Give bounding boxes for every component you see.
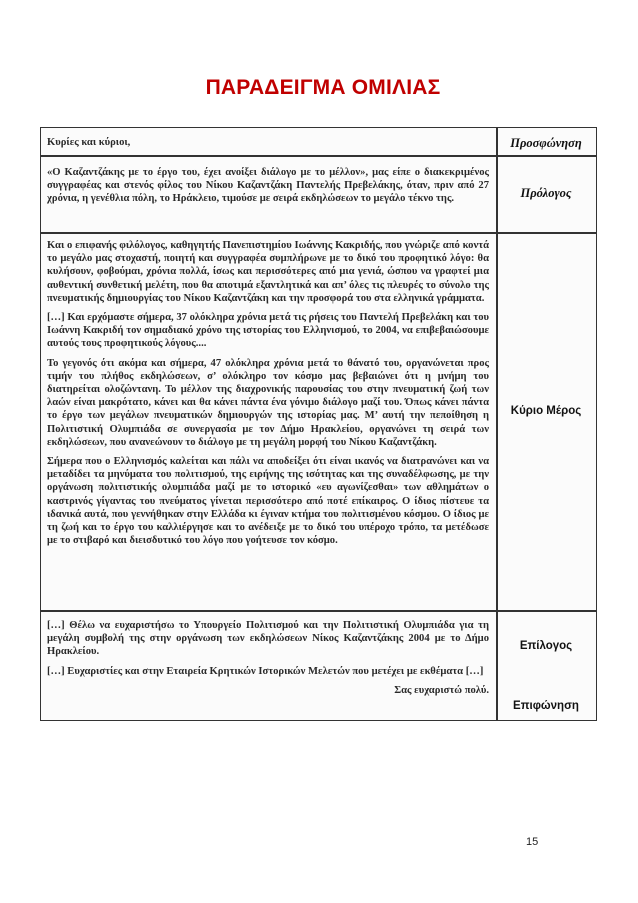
page-title: ΠΑΡΑΔΕΙΓΜΑ ΟΜΙΛΙΑΣ bbox=[205, 76, 441, 99]
main-paragraph: […] Και ερχόμαστε σήμερα, 37 ολόκληρα χρόνια μετά τις ρήσεις του Παντελή Πρεβελάκη και του Ιωάννη Κακριδή τον σημαδιακό χρόνο της ιστορίας του Ελληνισμού, το 2004, να επιβεβαιώσουμε αυτούς τους προφητικούς λόγους.... bbox=[47, 312, 489, 350]
column-divider bbox=[496, 127, 498, 721]
row-divider bbox=[40, 610, 597, 612]
main-paragraph: Και ο επιφανής φιλόλογος, καθηγητής Πανεπιστημίου Ιωάννης Κακριδής, που γνώριζε από κοντά το μεγάλο μας στοχαστή, ποιητή και συγγραφέα συμπλήρωνε με το δικό του προφητικό λόγο: θα κυλήσουν, φοβούμαι, χρόνια πολλά, ίσως και περισσότερες από μια γενιά, ώσπου να γραφτεί μια αυθεντική συνθετική μελέτη, που θα αποτιμά εξαντλητικά και απ’ όλες τις πλευρές το σύνολο της πνευματικής δημιουργίας του Νίκου Καζαντζάκη και την προσφορά του στα ελληνικά γράμματα. bbox=[47, 240, 489, 304]
greeting-label: Προσφώνηση bbox=[510, 136, 582, 150]
prologue-text: «Ο Καζαντζάκης με το έργο του, έχει ανοίξει διάλογο με το μέλλον», μας είπε ο διακεκριμένος συγγραφέας και στενός φίλος του Νίκου Καζαντζάκη Παντελής Πρεβελάκης, όταν, πριν από 27 χρόνια, η γενέθλια πόλη, το Ηράκλειο, τιμούσε με σειρά εκδηλώσεων το μεγάλο τέκνο της. bbox=[47, 167, 489, 205]
closing-text: […] Ευχαριστίες και στην Εταιρεία Κρητικών Ιστορικών Μελετών που μετέχει με εκθέματα […] bbox=[47, 665, 484, 677]
closing-label: Επιφώνηση bbox=[513, 700, 579, 712]
main-body bbox=[47, 239, 489, 547]
page-number: 15 bbox=[526, 836, 539, 848]
prologue-label: Πρόλογος bbox=[520, 186, 572, 200]
main-label: Κύριο Μέρος bbox=[510, 405, 582, 417]
greeting-text: Κυρίες και κύριοι, bbox=[47, 137, 131, 148]
main-paragraph: Το γεγονός ότι ακόμα και σήμερα, 47 ολόκληρα χρόνια μετά το θάνατό του, οργανώνεται προς τιμήν του πλήθος εκδηλώσεων, σ’ ολόκληρο τον κόσμο μας βεβαιώνει ότι η μνήμη του διατηρείται ολοζώντανη. Το μέλλον της διαχρονικής παρουσίας του στην πνευματική ζωή των λαών είναι μακρότατο, κάνει και θα κάνει πάντα ένα γόνιμο διάλογο μαζί του. Όπως κάνει πάντα το έργο των μεγάλων πνευματικών δημιουργών της ιστορίας μας. Μ’ αυτή την πεποίθηση η Πολιτιστική Ολυμπιάδα σε συνεργασία με τον Δήμο Ηρακλείου, οργανώνει τη σειρά των εκδηλώσεων, που ανανεώνουν το διάλογο με τη μεγάλη μορφή του Νίκου Καζαντζάκη. bbox=[47, 357, 489, 448]
epilogue-text: […] Θέλω να ευχαριστήσω το Υπουργείο Πολιτισμού και την Πολιτιστική Ολυμπιάδα για τη μεγάλη συμβολή της στην οργάνωση των εκδηλώσεων Νίκος Καζαντζάκης 2004 με το Δήμο Ηρακλείου. bbox=[47, 620, 489, 658]
row-divider bbox=[40, 155, 597, 157]
closing-sign: Σας ευχαριστώ πολύ. bbox=[394, 684, 489, 696]
row-divider bbox=[40, 232, 597, 234]
main-paragraph: Σήμερα που ο Ελληνισμός καλείται και πάλι να αποδείξει ότι είναι ικανός να διατρανώνει και να μεταδίδει τα μηνύματα του πολιτισμού, της ειρήνης της ισότητας και της συναδέλφωσης, με την οργάνωση πολιτιστικής ολυμπιάδα μαζί με το ιστορικό «ευ αγωνίζεσθαι» των αθλημάτων ο καστρινός γίγαντας του πνεύματος γίνεται περισσότερο από ποτέ επίκαιρος. Ο ίδιος πίστευε τα ιδανικά αυτά, που γεννήθηκαν στην Ελλάδα κι έγιναν κτήμα του πολιτισμένου κόσμου. Ο ίδιος με τη ζωή και το έργο του καλλιέργησε και το ανέδειξε με το δικό του υπέροχο τρόπο, τα μετέδωσε με το στιβαρό και διεισδυτικό του λόγο που γοήτευσε τον κόσμο. bbox=[47, 456, 489, 547]
epilogue-label: Επίλογος bbox=[519, 640, 573, 652]
epilogue-body bbox=[47, 619, 489, 703]
